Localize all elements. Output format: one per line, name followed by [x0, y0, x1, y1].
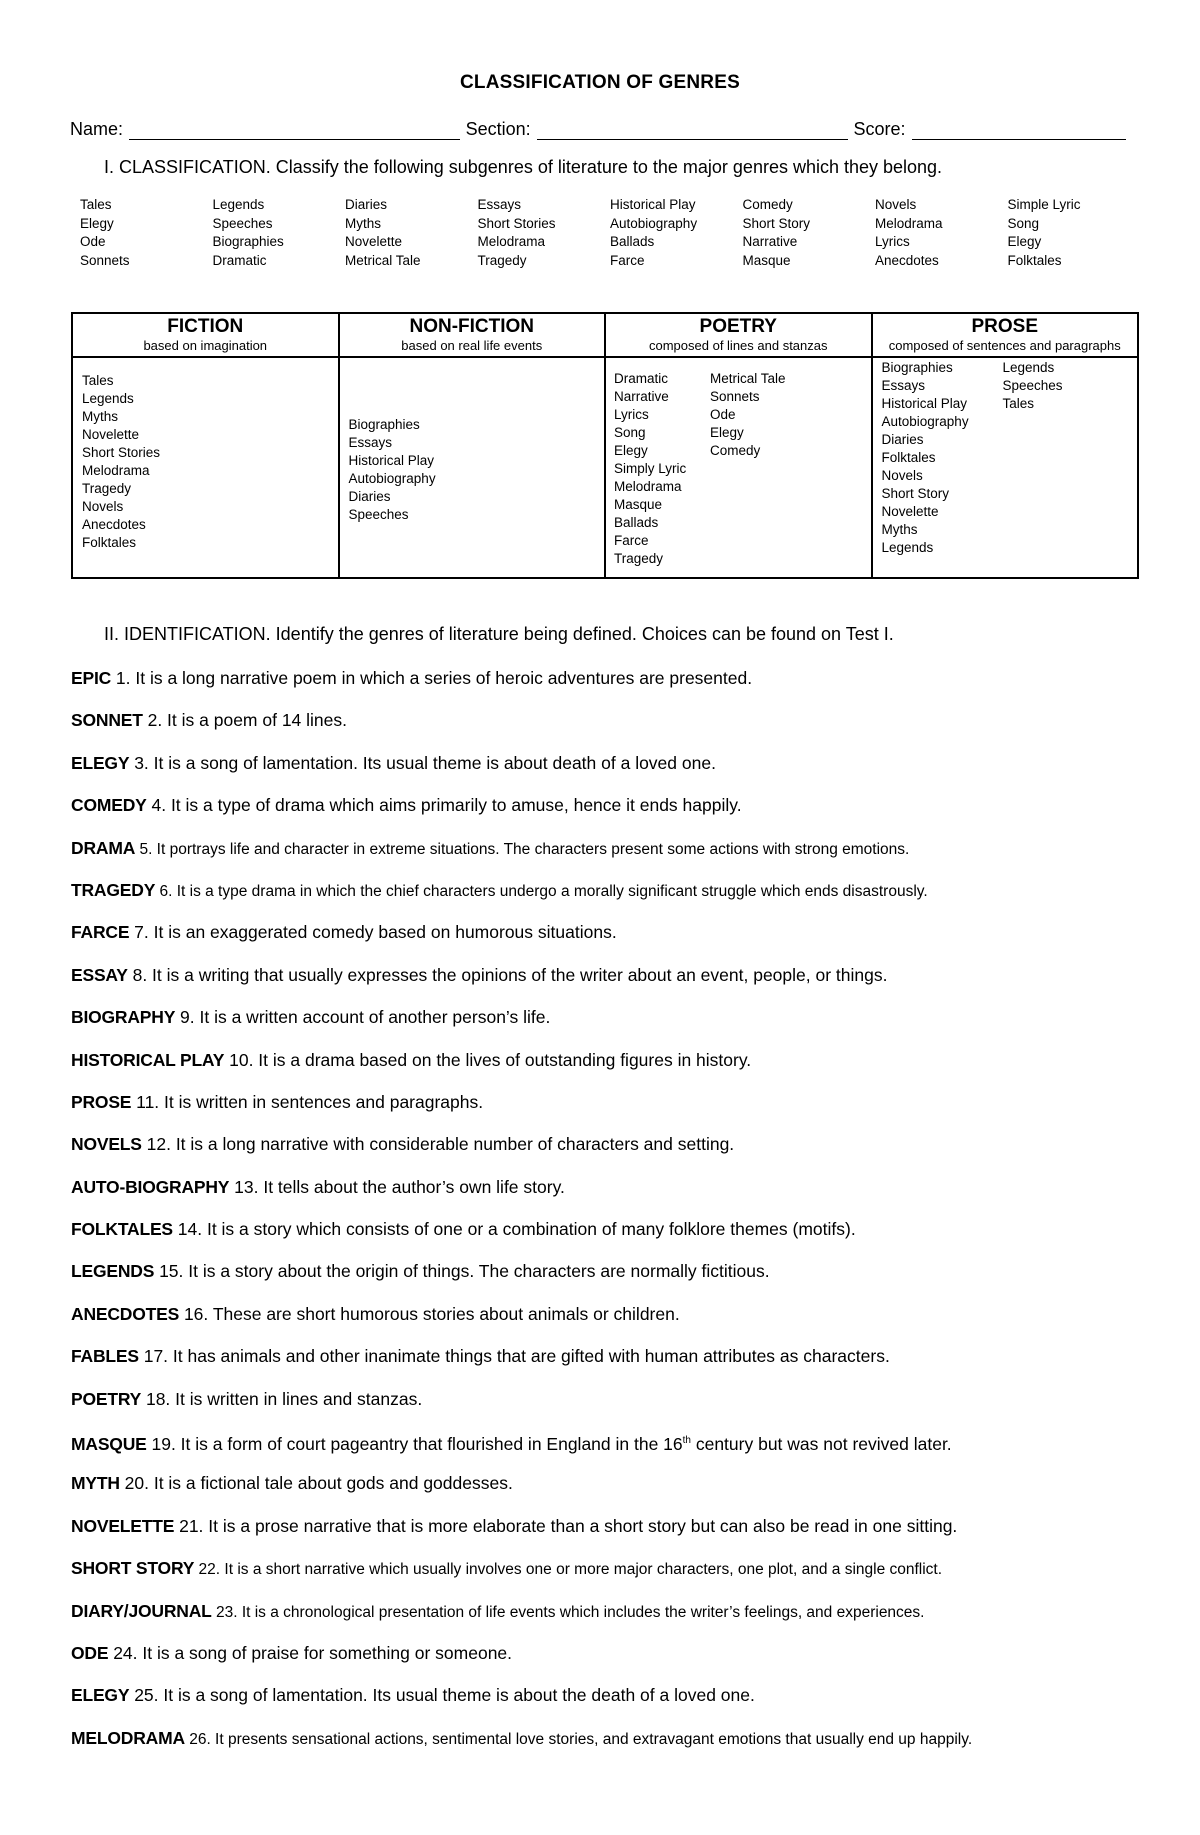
list-item: Biographies	[881, 360, 953, 375]
part2-instruction: II. IDENTIFICATION. Identify the genres of literature being defined. Choices can be found on Test I.	[104, 624, 894, 644]
list-item: Essays	[348, 435, 393, 450]
fiction-cell	[72, 357, 339, 578]
subgenre-column	[610, 196, 743, 270]
list-item: Simply Lyric	[614, 461, 687, 476]
definition-term: MASQUE	[71, 1433, 147, 1454]
list-item: Legends	[1002, 360, 1055, 375]
nonfiction-list	[340, 358, 605, 524]
definition-text: 10. It is a drama based on the lives of outstanding figures in history.	[224, 1049, 752, 1070]
definition-text: 17. It has animals and other inanimate things that are gifted with human attributes as characters.	[138, 1346, 890, 1367]
definition-term: ODE	[71, 1642, 109, 1663]
definition-item	[71, 1726, 1141, 1768]
list-item: Ode	[710, 407, 736, 422]
definition-item	[71, 836, 1141, 878]
subgenre-column	[478, 196, 611, 270]
nonfiction-cell	[339, 357, 606, 578]
definition-item	[71, 1599, 1141, 1641]
header-title: NON-FICTION	[409, 316, 535, 337]
subgenre-item: Diaries	[345, 197, 388, 212]
definition-text: 11. It is written in sentences and paragraphs.	[131, 1091, 484, 1112]
subgenre-item: Masque	[742, 252, 791, 268]
definition-item	[71, 1048, 1141, 1090]
subgenre-item: Essays	[477, 197, 522, 212]
definition-term: FARCE	[71, 922, 130, 943]
subgenre-item: Melodrama	[875, 215, 943, 231]
definition-text: 4. It is a type of drama which aims primarily to amuse, hence it ends happily.	[146, 795, 742, 816]
definition-item	[71, 1302, 1141, 1344]
definition-text: 12. It is a long narrative with considerable number of characters and setting.	[141, 1134, 735, 1155]
list-item: Narrative	[614, 389, 669, 404]
prose-lists	[873, 358, 1138, 557]
definition-item	[71, 1387, 1141, 1429]
list-item: Speeches	[1002, 378, 1063, 393]
definition-item	[71, 1090, 1141, 1132]
list-item: Speeches	[348, 507, 409, 522]
definition-term: NOVELS	[71, 1134, 142, 1155]
definition-term: ELEGY	[71, 752, 130, 773]
definition-text: 8. It is a writing that usually expresses the opinions of the writer about an event, people, or things.	[127, 964, 888, 985]
definition-text: 7. It is an exaggerated comedy based on humorous situations.	[129, 922, 617, 943]
list-item: Masque	[614, 497, 663, 512]
definition-text: 15. It is a story about the origin of things. The characters are normally fictitious.	[154, 1261, 770, 1282]
definition-item	[71, 1005, 1141, 1047]
subgenre-item: Lyrics	[875, 234, 910, 249]
list-item: Tragedy	[614, 551, 664, 566]
definition-term: DRAMA	[71, 837, 136, 858]
list-item: Autobiography	[348, 471, 436, 486]
subgenre-item: Ballads	[610, 234, 655, 249]
subgenre-item: Speeches	[212, 215, 273, 231]
list-item: Essays	[881, 378, 926, 393]
definition-term: ANECDOTES	[71, 1303, 180, 1324]
list-item: Melodrama	[82, 463, 150, 478]
prose-list-left	[882, 359, 1003, 557]
section-field[interactable]	[537, 119, 848, 140]
subgenre-item: Sonnets	[80, 252, 130, 268]
definition-text: 20. It is a fictional tale about gods and goddesses.	[119, 1473, 513, 1494]
list-item: Diaries	[881, 432, 924, 447]
definition-text: 2. It is a poem of 14 lines.	[142, 710, 348, 731]
definition-text: 13. It tells about the author’s own life story.	[229, 1176, 565, 1197]
list-item: Tragedy	[82, 481, 132, 496]
list-item: Tales	[82, 373, 114, 388]
definition-term: ELEGY	[71, 1685, 130, 1706]
definition-item	[71, 1175, 1141, 1217]
definition-term: AUTO-BIOGRAPHY	[71, 1176, 230, 1197]
definition-text: 26. It presents sensational actions, sentimental love stories, and extravagant emotions that usually end up happily.	[184, 1730, 973, 1748]
header-subtitle: based on imagination	[143, 338, 268, 353]
definition-term: SHORT STORY	[71, 1558, 195, 1579]
definition-term: COMEDY	[71, 795, 147, 816]
definition-term: BIOGRAPHY	[71, 1007, 176, 1028]
subgenre-item: Myths	[345, 215, 382, 231]
definition-item	[71, 1429, 1141, 1471]
definition-item	[71, 1683, 1141, 1725]
definition-item	[71, 878, 1141, 920]
list-item: Historical Play	[881, 396, 968, 411]
definition-item	[71, 793, 1141, 835]
header-fiction	[72, 313, 339, 357]
header-fields	[70, 114, 1132, 140]
subgenre-item: Historical Play	[610, 197, 696, 212]
definition-term: LEGENDS	[71, 1261, 155, 1282]
subgenre-item: Biographies	[212, 234, 284, 249]
list-item: Novels	[881, 468, 923, 483]
subgenre-column	[345, 196, 478, 270]
part1-instruction: I. CLASSIFICATION. Classify the following subgenres of literature to the major genres which they belong.	[104, 157, 943, 177]
definition-text: 21. It is a prose narrative that is more elaborate than a short story but can also be read in one sitting.	[174, 1515, 958, 1536]
score-field[interactable]	[912, 119, 1126, 140]
subgenre-item: Autobiography	[610, 215, 698, 231]
definition-text: 3. It is a song of lamentation. Its usual theme is about death of a loved one.	[129, 752, 716, 773]
definition-item	[71, 963, 1141, 1005]
subgenre-item: Farce	[610, 252, 645, 268]
definition-term: PROSE	[71, 1091, 132, 1112]
list-item: Folktales	[881, 450, 936, 465]
subgenre-item: Folktales	[1007, 252, 1062, 268]
definition-text: 23. It is a chronological presentation of life events which includes the writer’s feelings, and experiences.	[211, 1603, 925, 1621]
subgenre-item: Metrical Tale	[345, 252, 421, 268]
list-item: Anecdotes	[82, 517, 146, 532]
name-label: Name:	[70, 119, 124, 139]
list-item: Metrical Tale	[710, 371, 786, 386]
header-prose	[872, 313, 1139, 357]
definition-term: FOLKTALES	[71, 1219, 173, 1240]
list-item: Farce	[614, 533, 649, 548]
list-item: Autobiography	[881, 414, 969, 429]
list-item: Sonnets	[710, 389, 760, 404]
definition-term: NOVELETTE	[71, 1515, 175, 1536]
definition-term: SONNET	[71, 710, 143, 731]
subgenre-column	[743, 196, 876, 270]
definition-item	[71, 1132, 1141, 1174]
section-label: Section:	[465, 119, 531, 139]
list-item: Ballads	[614, 515, 659, 530]
subgenre-item: Narrative	[742, 234, 798, 249]
table-body-row	[72, 357, 1138, 578]
definition-term: MELODRAMA	[71, 1727, 185, 1748]
header-poetry	[605, 313, 872, 357]
subgenre-item: Dramatic	[212, 252, 267, 268]
definition-list	[71, 666, 1141, 1768]
subgenre-item: Short Stories	[477, 215, 556, 231]
subgenre-item: Ode	[80, 234, 106, 249]
header-subtitle: composed of sentences and paragraphs	[888, 338, 1121, 353]
definition-term: FABLES	[71, 1346, 139, 1367]
definition-text: 6. It is a type drama in which the chief characters undergo a morally significant struggle which ends disastrously.	[155, 882, 928, 900]
list-item: Song	[614, 425, 646, 440]
definition-text: 1. It is a long narrative poem in which a series of heroic adventures are presented.	[111, 668, 753, 688]
definition-term: EPIC	[71, 668, 112, 688]
definition-term: MYTH	[71, 1473, 120, 1494]
header-subtitle: composed of lines and stanzas	[649, 338, 828, 353]
header-subtitle: based on real life events	[401, 338, 543, 353]
poetry-lists	[606, 358, 871, 568]
definition-item	[71, 708, 1141, 750]
header-title: PROSE	[971, 316, 1039, 337]
definition-text: 16. These are short humorous stories about animals or children.	[179, 1303, 680, 1324]
list-item: Tales	[1002, 396, 1035, 411]
list-item: Biographies	[348, 417, 420, 432]
definition-text: 25. It is a song of lamentation. Its usual theme is about the death of a loved one.	[129, 1685, 755, 1706]
prose-cell	[872, 357, 1139, 578]
definition-item	[71, 1344, 1141, 1386]
definition-term: TRAGEDY	[71, 879, 156, 900]
subgenre-item: Novels	[875, 197, 917, 212]
list-item: Myths	[82, 409, 119, 424]
definition-text: 22. It is a short narrative which usually involves one or more major characters, one plot, and a single conflict.	[194, 1561, 943, 1579]
definition-item	[71, 920, 1141, 962]
list-item: Myths	[881, 522, 918, 537]
list-item: Dramatic	[614, 371, 669, 386]
list-item: Historical Play	[348, 453, 435, 468]
subgenre-item: Tales	[80, 197, 112, 212]
definition-item	[71, 1471, 1141, 1513]
table-header-row	[72, 313, 1138, 357]
subgenre-column	[875, 196, 1008, 270]
subgenre-item: Novelette	[345, 234, 403, 249]
subgenre-list	[80, 196, 1140, 270]
list-item: Novels	[82, 499, 124, 514]
list-item: Elegy	[710, 425, 744, 440]
list-item: Short Story	[881, 486, 950, 501]
definition-text: 18. It is written in lines and stanzas.	[141, 1388, 423, 1409]
definition-item	[71, 666, 1141, 708]
poetry-list-right	[710, 370, 786, 568]
subgenre-item: Song	[1007, 215, 1040, 231]
list-item: Novelette	[82, 427, 140, 442]
subgenre-item: Tragedy	[477, 252, 527, 268]
definition-item	[71, 1514, 1141, 1556]
subgenre-item: Comedy	[742, 197, 793, 212]
definition-item	[71, 1556, 1141, 1598]
page-title: CLASSIFICATION OF GENRES	[460, 72, 740, 93]
definition-text-after: century but was not revived later.	[690, 1433, 952, 1454]
definition-text: 19. It is a form of court pageantry that flourished in England in the 16	[146, 1433, 683, 1454]
prose-list-right	[1003, 359, 1063, 557]
definition-term: POETRY	[71, 1388, 142, 1409]
list-item: Melodrama	[614, 479, 682, 494]
definition-term: ESSAY	[71, 964, 128, 985]
list-item: Comedy	[710, 443, 761, 458]
definition-item	[71, 751, 1141, 793]
subgenre-item: Short Story	[742, 215, 811, 231]
header-nonfiction	[339, 313, 606, 357]
superscript: th	[682, 1435, 691, 1447]
list-item: Legends	[82, 391, 134, 406]
subgenre-item: Elegy	[80, 215, 114, 231]
list-item: Lyrics	[614, 407, 649, 422]
subgenre-item: Simple Lyric	[1007, 197, 1081, 212]
name-field[interactable]	[129, 119, 460, 140]
subgenre-column	[213, 196, 346, 270]
list-item: Folktales	[82, 535, 137, 550]
poetry-cell	[605, 357, 872, 578]
subgenre-item: Legends	[212, 197, 265, 212]
definition-item	[71, 1217, 1141, 1259]
subgenre-column	[1008, 196, 1141, 270]
list-item: Elegy	[614, 443, 648, 458]
subgenre-item: Melodrama	[477, 234, 546, 249]
definition-text: 9. It is a written account of another person’s life.	[175, 1007, 551, 1028]
definition-text: 24. It is a song of praise for something or someone.	[108, 1642, 513, 1663]
classification-table	[71, 312, 1139, 579]
definition-item	[71, 1259, 1141, 1301]
header-title: POETRY	[699, 316, 777, 337]
poetry-list-left	[614, 370, 710, 568]
list-item: Legends	[881, 540, 934, 555]
list-item: Short Stories	[82, 445, 161, 460]
definition-item	[71, 1641, 1141, 1683]
list-item: Novelette	[881, 504, 939, 519]
list-item: Diaries	[348, 489, 391, 504]
definition-text: 5. It portrays life and character in extreme situations. The characters present some actions with strong emotions.	[135, 840, 910, 858]
subgenre-column	[80, 196, 213, 270]
score-label: Score:	[853, 119, 906, 139]
definition-term: HISTORICAL PLAY	[71, 1049, 225, 1070]
fiction-list	[73, 358, 338, 552]
definition-term: DIARY/JOURNAL	[71, 1600, 212, 1621]
subgenre-item: Elegy	[1007, 234, 1042, 249]
header-title: FICTION	[167, 316, 244, 337]
definition-text: 14. It is a story which consists of one or a combination of many folklore themes (motifs).	[172, 1219, 856, 1240]
subgenre-item: Anecdotes	[875, 252, 939, 268]
